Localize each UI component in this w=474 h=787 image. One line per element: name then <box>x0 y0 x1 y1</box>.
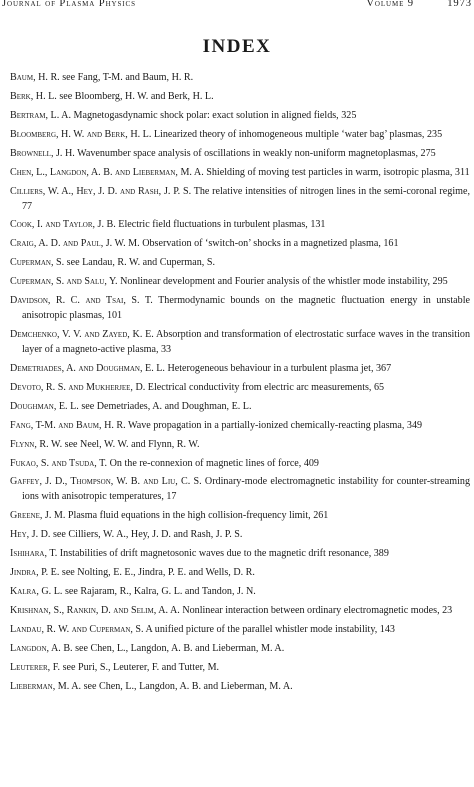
entry-names: Landau, R. W. and Cuperman, S. <box>10 623 144 635</box>
index-entry <box>10 438 470 453</box>
index-entry <box>10 566 470 581</box>
entry-names: Davidson, R. C. and Tsai, S. T. <box>10 295 153 307</box>
index-entry <box>10 128 470 143</box>
index-entry <box>10 642 470 657</box>
index-entry <box>10 604 470 619</box>
entry-text: Wave propagation in a partially-ionized chemically-reacting plasma, 349 <box>125 419 423 431</box>
entry-text: see Nolting, E. E., Jindra, P. E. and Wells, D. R. <box>59 567 255 579</box>
index-entry <box>10 90 470 105</box>
entry-text: see Fang, T-M. and Baum, H. R. <box>59 72 194 83</box>
running-header <box>0 0 474 16</box>
index-entry <box>10 237 470 252</box>
index-entry <box>10 547 470 562</box>
index-entry <box>10 275 470 290</box>
entry-text: Observation of ‘switch-on’ shocks in a magnetized plasma, 161 <box>139 238 399 250</box>
entry-text: Thermodynamic bounds on the magnetic fluctuation energy in unstable anisotropic plasmas, 101 <box>22 295 470 322</box>
entry-names: Langdon, A. B. <box>10 642 73 654</box>
index-entry <box>10 400 470 415</box>
index-entry <box>10 166 470 181</box>
entry-names: Fukao, S. and Tsuda, T. <box>10 457 108 469</box>
entry-names: Cilliers, W. A., Hey, J. D. and Rash, J. P. S. <box>10 185 192 197</box>
entry-names: Demchenko, V. V. and Zayed, K. E. <box>10 329 154 340</box>
index-entry <box>10 256 470 271</box>
entry-text: see Chen, L., Langdon, A. B. and Lieberman, M. A. <box>81 680 293 692</box>
entry-text: Absorption and transformation of electrostatic surface waves in the transition layer of a magneto-active plasma, 33 <box>22 329 470 355</box>
volume-label: Volume 9 <box>366 0 414 9</box>
entry-names: Cook, I. and Taylor, J. B. <box>10 219 116 231</box>
index-entry <box>10 328 470 357</box>
entry-text: Electrical conductivity from electric arc measurements, 65 <box>145 381 385 393</box>
index-entry <box>10 147 470 162</box>
entry-names: Hey, J. D. <box>10 529 51 541</box>
entry-text: Heterogeneous behaviour in a turbulent plasma jet, 367 <box>164 362 392 374</box>
entry-names: Cuperman, S. and Salu, Y. <box>10 276 118 288</box>
entry-names: Krishnan, S., Rankin, D. and Selim, A. A. <box>10 604 180 616</box>
entry-names: Cuperman, S. <box>10 257 65 269</box>
index-entry <box>10 680 470 695</box>
entry-text: see Demetriades, A. and Doughman, E. L. <box>78 400 252 412</box>
entry-names: Devoto, R. S. and Mukherjee, D. <box>10 381 146 393</box>
index-entry <box>10 218 470 233</box>
page-title: INDEX <box>202 36 272 57</box>
entry-text: see Chen, L., Langdon, A. B. and Lieberman, M. A. <box>72 642 285 654</box>
entry-text: Magnetogasdynamic shock polar: exact solution in aligned fields, 325 <box>71 109 357 121</box>
entry-text: Plasma fluid equations in the high collision-frequency limit, 261 <box>65 510 329 522</box>
entry-text: The relative intensities of nitrogen lines in the semi-coronal regime, 77 <box>22 185 470 212</box>
index-entry <box>10 381 470 396</box>
index-entry <box>10 109 470 124</box>
entry-names: Berk, H. L. <box>10 90 57 102</box>
entry-names: Fang, T-M. and Baum, H. R. <box>10 419 126 431</box>
entry-text: Instabilities of drift magnetosonic waves due to the magnetic drift resonance, 389 <box>57 548 389 560</box>
index-entry <box>10 362 470 377</box>
journal-title: Journal of Plasma Physics <box>2 0 136 9</box>
index-entry <box>10 71 470 86</box>
index-entry <box>10 585 470 600</box>
entry-text: Shielding of moving test particles in warm, isotropic plasma, 311 <box>203 166 470 178</box>
year-label: 1973 <box>447 0 472 9</box>
entry-names: Baum, H. R. <box>10 72 60 83</box>
entry-names: Ishihara, T. <box>10 548 58 560</box>
entry-names: Bertram, L. A. <box>10 109 71 121</box>
entry-names: Bloomberg, H. W. and Berk, H. L. <box>10 128 152 140</box>
entry-names: Flynn, R. W. <box>10 438 63 450</box>
entry-names: Leuterer, F. <box>10 661 61 673</box>
entry-text: Wavenumber space analysis of oscillations in weakly non-uniform magnetoplasmas, 275 <box>74 147 436 159</box>
entry-text: Electric field fluctuations in turbulent plasmas, 131 <box>115 219 326 231</box>
entry-names: Doughman, E. L. <box>10 400 79 412</box>
entry-names: Kalra, G. L. <box>10 586 63 597</box>
entry-text: On the re-connexion of magnetic lines of force, 409 <box>107 457 319 469</box>
entry-text: Nonlinear interaction between ordinary electromagnetic modes, 23 <box>179 604 453 616</box>
index-entry <box>10 185 470 214</box>
index-entry <box>10 475 470 504</box>
entry-text: see Neel, W. W. and Flynn, R. W. <box>62 438 200 450</box>
entry-names: Gaffey, J. D., Thompson, W. B. and Liu, C. S. <box>10 476 202 488</box>
entry-names: Craig, A. D. and Paul, J. W. M. <box>10 238 140 250</box>
entry-names: Lieberman, M. A. <box>10 680 82 692</box>
index-entry <box>10 509 470 524</box>
entry-text: see Bloomberg, H. W. and Berk, H. L. <box>56 90 214 102</box>
entry-text: Nonlinear development and Fourier analysis of the whistler mode instability, 295 <box>117 276 448 288</box>
index-entries <box>10 71 470 699</box>
entry-text: Ordinary-mode electromagnetic instability for counter-streaming ions with anisotropic temperatures, 17 <box>22 476 470 503</box>
index-entry <box>10 419 470 434</box>
entry-text: see Rajaram, R., Kalra, G. L. and Tandon, J. N. <box>62 586 256 597</box>
entry-names: Greene, J. M. <box>10 510 66 522</box>
index-entry <box>10 294 470 323</box>
entry-text: see Puri, S., Leuterer, F. and Tutter, M. <box>60 661 220 673</box>
entry-names: Chen, L., Langdon, A. B. and Lieberman, M. A. <box>10 166 204 178</box>
entry-text: Linearized theory of inhomogeneous multiple ‘water bag’ plasmas, 235 <box>151 128 443 140</box>
entry-names: Jindra, P. E. <box>10 567 60 579</box>
index-entry <box>10 457 470 472</box>
index-entry <box>10 661 470 676</box>
entry-text: see Landau, R. W. and Cuperman, S. <box>64 257 215 269</box>
entry-names: Brownell, J. H. <box>10 147 75 159</box>
entry-text: A unified picture of the parallel whistler mode instability, 143 <box>143 623 395 635</box>
entry-text: see Cilliers, W. A., Hey, J. D. and Rash, J. P. S. <box>50 529 243 541</box>
entry-names: Demetriades, A. and Doughman, E. L. <box>10 362 165 374</box>
index-entry <box>10 528 470 543</box>
index-entry <box>10 623 470 638</box>
